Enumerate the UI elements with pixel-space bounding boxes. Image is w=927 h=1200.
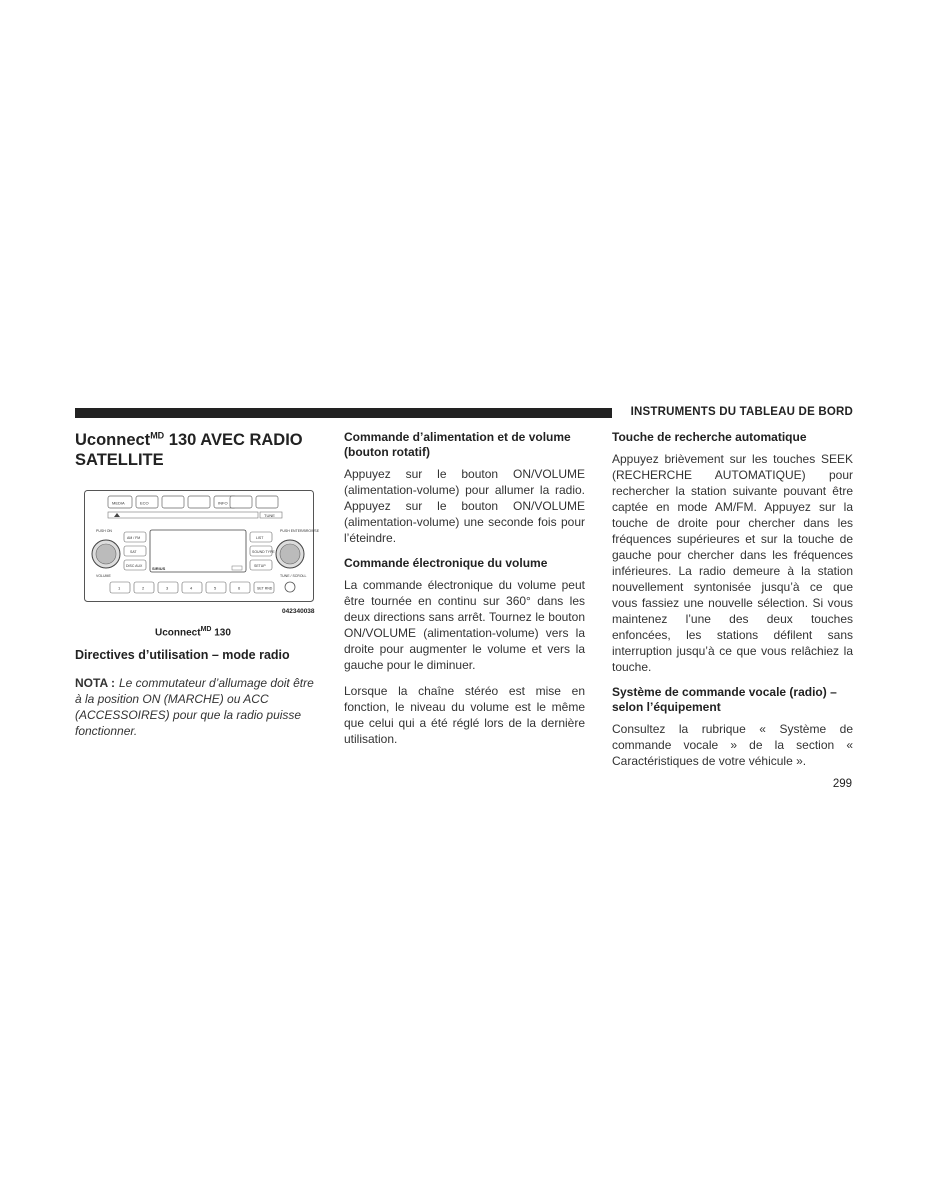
column-middle xyxy=(344,430,585,757)
figure-caption: Uconnect$^{MD}$ 130 xyxy=(155,626,231,639)
sat-label: SAT xyxy=(130,550,137,554)
preset-4: 4 xyxy=(190,585,193,591)
power-volume-text: Appuyez sur le bouton ON/VOLUME (alimentation-volume) pour allumer la radio. Appuyez sur le bouton ON/VOLUME (alimentation-volume) une seconde fois pour l’éteindre. xyxy=(344,467,585,545)
preset-6: 6 xyxy=(238,585,241,591)
tune-label: TUNE xyxy=(264,513,275,518)
column-left xyxy=(75,430,317,470)
note-paragraph: NOTA : Le commutateur d’allumage doit être à la position ON (MARCHE) ou ACC (ACCESSOIRES) pour que la radio puisse fonctionner. xyxy=(75,676,314,738)
column-left-text xyxy=(75,648,317,751)
set-rnd-label: SET RND xyxy=(257,586,273,591)
tune-scroll-label: TUNE / SCROLL xyxy=(280,574,307,578)
radio-illustration xyxy=(84,490,320,602)
disc-aux-label: DISC AUX xyxy=(126,564,143,568)
info-label: INFO xyxy=(218,500,228,506)
preset-3: 3 xyxy=(166,585,169,591)
push-on-label: PUSH ON xyxy=(96,529,112,533)
setup-label: SETUP xyxy=(254,564,266,568)
seek-heading: Touche de recherche automatique xyxy=(612,430,807,444)
voice-command-heading: Système de commande vocale (radio) – selon l’équipement xyxy=(612,685,837,714)
preset-2: 2 xyxy=(142,585,145,591)
electronic-volume-text: La commande électronique du volume peut être tournée en continu sur 360° dans les deux directions sans arrêt. Tournez le bouton ON/VOLUME (alimentation-volume) vers la droite pour augmenter le volume et vers la gauche pour le diminuer. xyxy=(344,578,585,672)
voice-command-text: Consultez la rubrique « Système de commande vocale » de la section « Caractéristiques de votre véhicule ». xyxy=(612,722,853,768)
preset-1: 1 xyxy=(118,585,121,591)
media-label: MEDIA xyxy=(112,500,125,506)
sound-type-label: SOUND TYPE xyxy=(252,550,275,554)
column-right xyxy=(612,430,853,779)
preset-5: 5 xyxy=(214,585,217,591)
electronic-volume-heading: Commande électronique du volume xyxy=(344,556,548,570)
volume-memory-text: Lorsque la chaîne stéréo est mise en fonction, le niveau du volume est le même que celui qui a été réglé lors de la dernière utilisation. xyxy=(344,684,585,746)
seek-text: Appuyez brièvement sur les touches SEEK (RECHERCHE AUTOMATIQUE) pour rechercher la station suivante pouvant être captée en mode AM/FM. Appuyez sur la touche de droite pour chercher dans les fréquences supérieures et sur la touche de gauche pour chercher dans les fréquences inférieures. La radio demeure à la station nouvellement syntonisée jusqu’à ce que vous fassiez une nouvelle sélection. Si vous maintenez l’une des deux touches enfoncées, les stations défilent sans interruption jusqu’à ce que vous relâchiez la touche. xyxy=(612,452,853,674)
eco-label: ECO xyxy=(140,500,149,506)
volume-label: VOLUME xyxy=(96,574,111,578)
aux-jack-icon xyxy=(285,582,295,592)
section-title: Uconnect$^{MD}$ 130 AVEC RADIO SATELLITE xyxy=(75,430,303,469)
sirius-logo: SIRIUS xyxy=(152,566,166,571)
list-label: LIST xyxy=(256,536,264,540)
figure-code: 042340038 xyxy=(282,608,315,615)
running-header: INSTRUMENTS DU TABLEAU DE BORD xyxy=(630,406,853,418)
push-enter-label: PUSH ENTER/BROWSE xyxy=(280,529,320,533)
am-fm-label: AM / FM xyxy=(127,536,141,540)
page-number: 299 xyxy=(832,778,852,790)
power-volume-heading: Commande d’alimentation et de volume (bouton rotatif) xyxy=(344,430,571,459)
operating-instructions-heading: Directives d’utilisation – mode radio xyxy=(75,648,290,662)
header-bar xyxy=(75,408,612,418)
